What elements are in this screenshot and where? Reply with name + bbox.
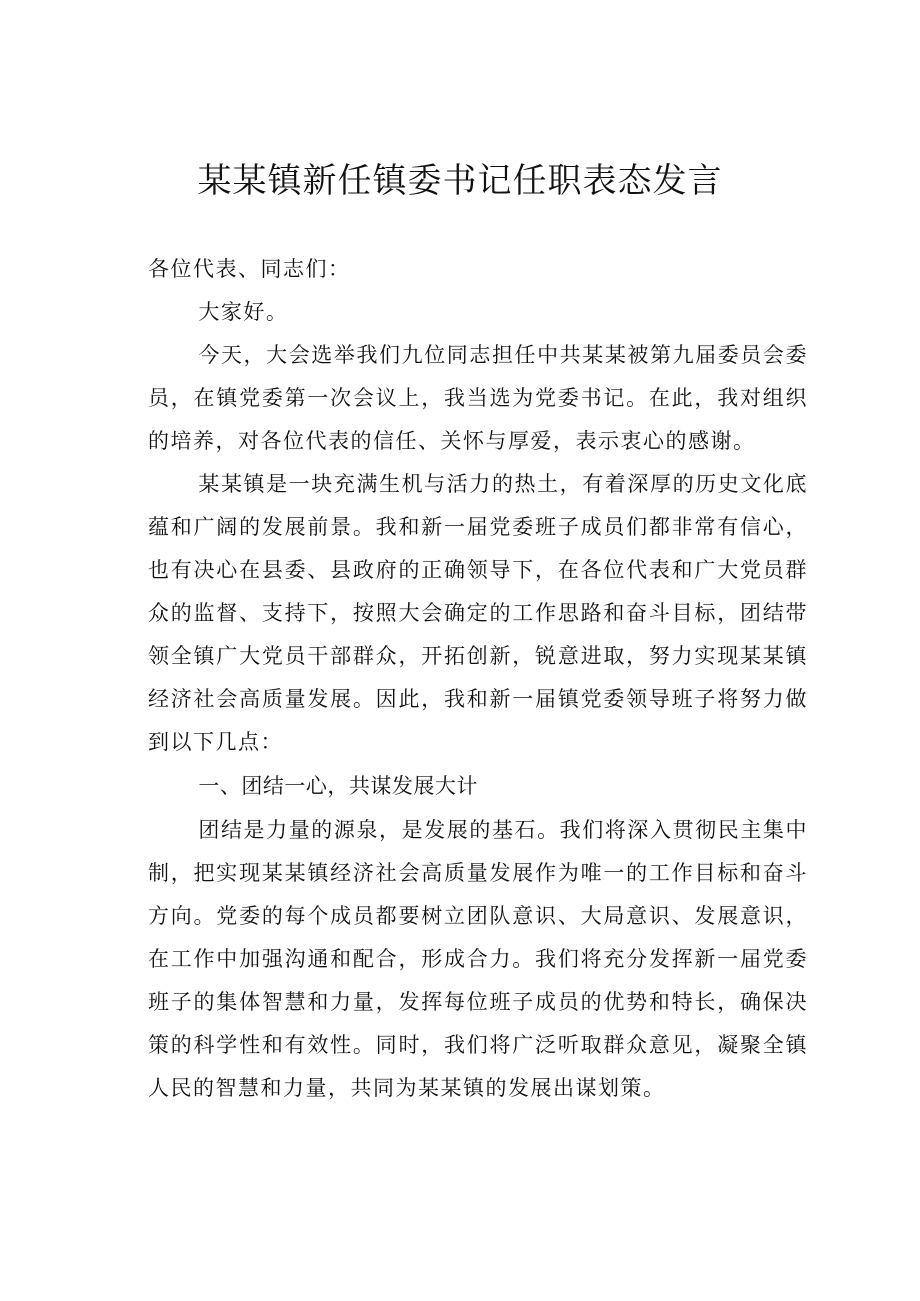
document-title: 某某镇新任镇委书记任职表态发言 (197, 161, 723, 201)
paragraph-election: 今天，大会选举我们九位同志担任中共某某被第九届委员会委员，在镇党委第一次会议上，我当选为党委书记。在此，我对组织的培养，对各位代表的信任、关怀与厚爱，表示衷心的感谢。 (148, 343, 808, 453)
greeting: 大家好。 (198, 300, 289, 324)
section-heading-unity: 一、团结一心，共谋发展大计 (198, 774, 478, 798)
paragraph-town-outlook: 某某镇是一块充满生机与活力的热土，有着深厚的历史文化底蕴和广阔的发展前景。我和新一届党委班子成员们都非常有信心，也有决心在县委、县政府的正确领导下，在各位代表和广大党员群众的监督、支持下，按照大会确定的工作思路和奋斗目标，团结带领全镇广大党员干部群众，开拓创新，锐意进取，努力实现某某镇经济社会高质量发展。因此，我和新一届镇党委领导班子将努力做到以下几点： (148, 472, 808, 754)
salutation: 各位代表、同志们： (148, 257, 351, 281)
document-body (148, 248, 808, 1110)
paragraph-unity: 团结是力量的源泉，是发展的基石。我们将深入贯彻民主集中制，把实现某某镇经济社会高质量发展作为唯一的工作目标和奋斗方向。党委的每个成员都要树立团队意识、大局意识、发展意识，在工作中加强沟通和配合，形成合力。我们将充分发挥新一届党委班子的集体智慧和力量，发挥每位班子成员的优势和特长，确保决策的科学性和有效性。同时，我们将广泛听取群众意见，凝聚全镇人民的智慧和力量，共同为某某镇的发展出谋划策。 (148, 818, 808, 1100)
